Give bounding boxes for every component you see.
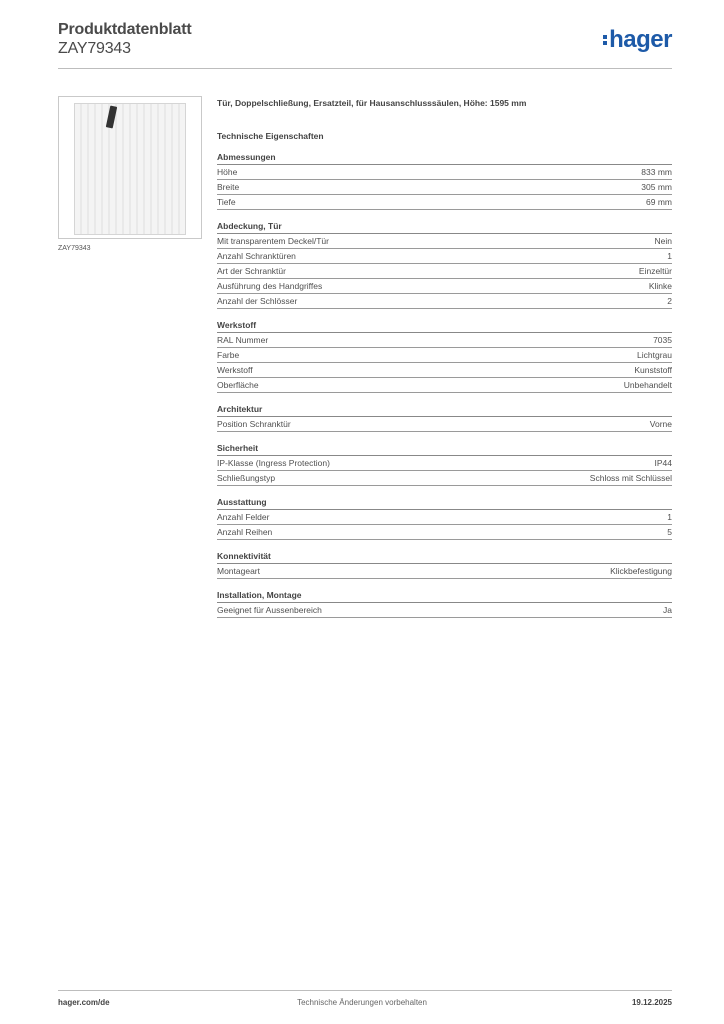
property-row	[217, 417, 672, 432]
property-value: Unbehandelt	[623, 380, 672, 390]
group-title: Abdeckung, Tür	[217, 220, 672, 234]
property-label: Anzahl Reihen	[217, 527, 273, 537]
property-value: 1	[667, 512, 672, 522]
group-title: Sicherheit	[217, 442, 672, 456]
property-group	[217, 442, 672, 486]
door-handle-icon	[106, 106, 117, 129]
property-value: Klinke	[648, 281, 672, 291]
property-group	[217, 403, 672, 432]
property-row	[217, 363, 672, 378]
group-title: Ausstattung	[217, 496, 672, 510]
property-value: Vorne	[649, 419, 672, 429]
property-value: 833 mm	[641, 167, 672, 177]
section-title: Technische Eigenschaften	[217, 131, 324, 141]
hager-logo[interactable]	[603, 28, 672, 52]
property-group	[217, 496, 672, 540]
property-label: Geeignet für Aussenbereich	[217, 605, 322, 615]
article-number: ZAY79343	[58, 40, 131, 57]
footer-disclaimer: Technische Änderungen vorbehalten	[297, 998, 427, 1007]
footer-website-link[interactable]: hager.com/de	[58, 998, 110, 1007]
property-group	[217, 220, 672, 309]
property-group	[217, 319, 672, 393]
property-value: Schloss mit Schlüssel	[589, 473, 672, 483]
property-row	[217, 378, 672, 393]
property-group	[217, 589, 672, 618]
property-label: Montageart	[217, 566, 260, 576]
property-row	[217, 279, 672, 294]
footer-date: 19.12.2025	[631, 998, 672, 1007]
property-label: Anzahl der Schlösser	[217, 296, 298, 306]
property-value: Einzeltür	[638, 266, 672, 276]
property-label: Position Schranktür	[217, 419, 291, 429]
property-value: IP44	[654, 458, 672, 468]
property-label: Tiefe	[217, 197, 236, 207]
property-row	[217, 564, 672, 579]
property-row	[217, 294, 672, 309]
property-value: 7035	[653, 335, 672, 345]
property-groups	[217, 151, 672, 618]
property-row	[217, 348, 672, 363]
image-caption: ZAY79343	[58, 245, 91, 252]
property-value: Kunststoff	[634, 365, 672, 375]
property-value: 69 mm	[646, 197, 672, 207]
property-row	[217, 525, 672, 540]
logo-text: hager	[609, 26, 672, 53]
property-label: Anzahl Schranktüren	[217, 251, 296, 261]
property-label: Oberfläche	[217, 380, 259, 390]
product-image	[58, 96, 202, 239]
group-title: Konnektivität	[217, 550, 672, 564]
property-label: Mit transparentem Deckel/Tür	[217, 236, 329, 246]
property-group	[217, 151, 672, 210]
door-illustration	[74, 103, 186, 235]
property-row	[217, 264, 672, 279]
property-row	[217, 510, 672, 525]
property-value: 5	[667, 527, 672, 537]
property-label: Breite	[217, 182, 240, 192]
group-title: Abmessungen	[217, 151, 672, 165]
document-title: Produktdatenblatt	[58, 21, 192, 38]
header-divider	[58, 68, 672, 69]
property-row	[217, 471, 672, 486]
group-title: Architektur	[217, 403, 672, 417]
property-label: Anzahl Felder	[217, 512, 270, 522]
property-label: IP-Klasse (Ingress Protection)	[217, 458, 330, 468]
property-row	[217, 249, 672, 264]
property-value: 305 mm	[641, 182, 672, 192]
property-label: RAL Nummer	[217, 335, 269, 345]
property-label: Art der Schranktür	[217, 266, 286, 276]
property-row	[217, 456, 672, 471]
product-details	[217, 96, 672, 618]
property-row	[217, 165, 672, 180]
property-row	[217, 195, 672, 210]
property-label: Höhe	[217, 167, 238, 177]
group-title: Installation, Montage	[217, 589, 672, 603]
footer-divider	[58, 990, 672, 991]
property-label: Ausführung des Handgriffes	[217, 281, 323, 291]
product-title: Tür, Doppelschließung, Ersatzteil, für Hausanschlusssäulen, Höhe: 1595 mm	[217, 98, 527, 108]
property-value: Nein	[654, 236, 672, 246]
property-row	[217, 333, 672, 348]
property-row	[217, 180, 672, 195]
property-label: Schließungstyp	[217, 473, 276, 483]
property-value: 2	[667, 296, 672, 306]
property-label: Werkstoff	[217, 365, 253, 375]
property-row	[217, 603, 672, 618]
property-group	[217, 550, 672, 579]
property-value: Klickbefestigung	[610, 566, 672, 576]
property-label: Farbe	[217, 350, 240, 360]
property-value: Ja	[663, 605, 672, 615]
group-title: Werkstoff	[217, 319, 672, 333]
property-row	[217, 234, 672, 249]
property-value: Lichtgrau	[637, 350, 672, 360]
logo-dots-icon	[603, 33, 607, 47]
property-value: 1	[667, 251, 672, 261]
